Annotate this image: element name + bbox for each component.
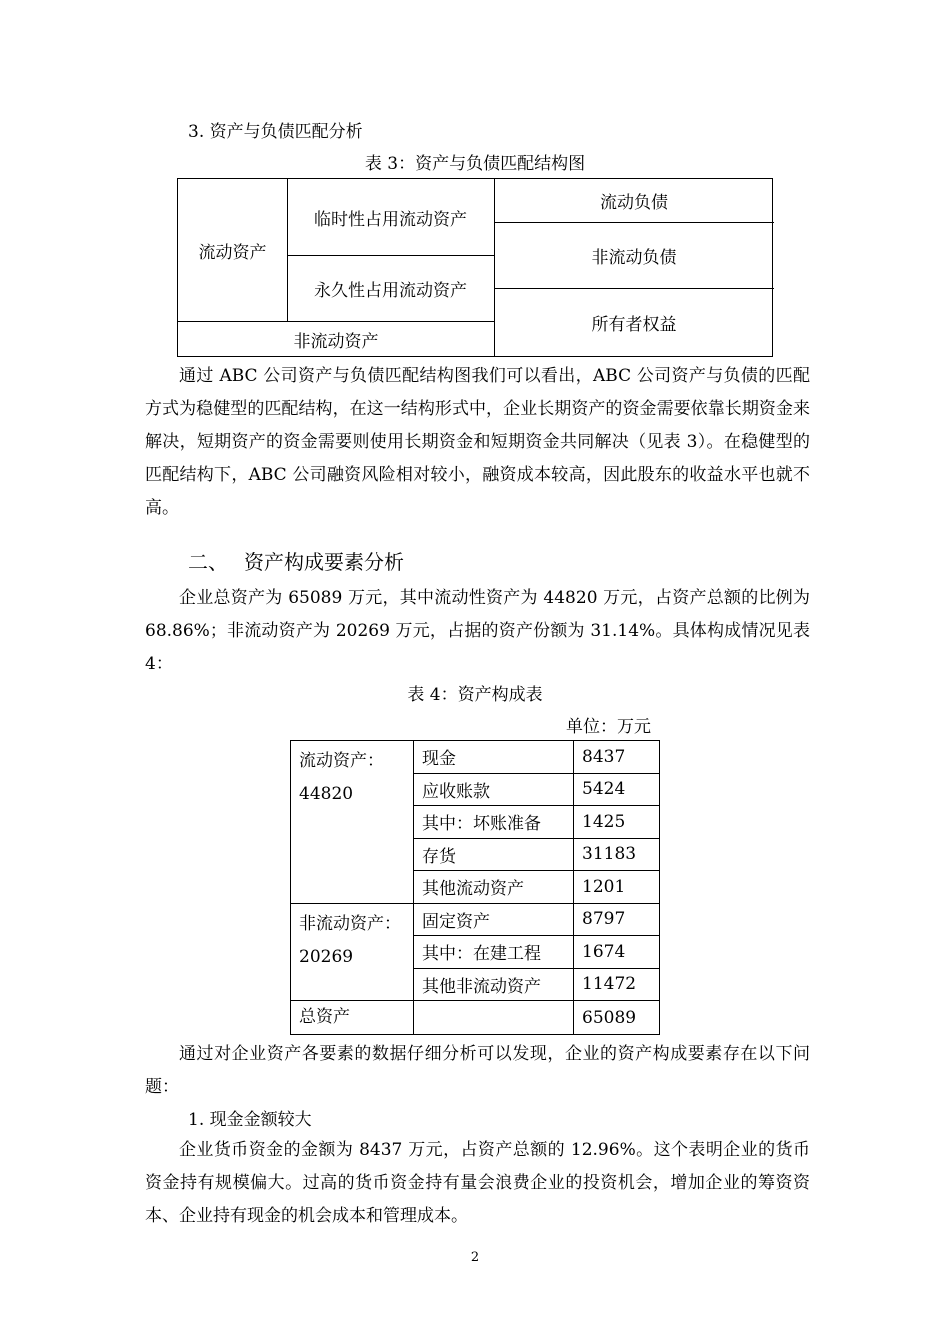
group-current-assets	[291, 741, 414, 904]
total-empty	[414, 1001, 574, 1035]
item-value: 8797	[574, 903, 660, 936]
item-name: 其中：坏账准备	[414, 806, 574, 839]
item-name: 存货	[414, 838, 574, 871]
cell-liquid-assets: 流动资产	[198, 242, 267, 263]
item-name: 其他非流动资产	[414, 968, 574, 1001]
item-value: 1674	[574, 936, 660, 969]
total-label: 总资产	[291, 1001, 414, 1035]
paragraph-asset-composition: 企业总资产为 65089 万元，其中流动性资产为 44820 万元，占资产总额的比例为 68.86%；非流动资产为 20269 万元，占据的资产份额为 31.14%。具体构成情况见表 4：	[145, 588, 810, 674]
group-total: 44820	[299, 784, 354, 804]
group-total: 20269	[299, 946, 354, 967]
total-value: 65089	[574, 1001, 660, 1035]
item-name: 应收账款	[414, 773, 574, 806]
table4-unit: 单位：万元	[566, 717, 651, 737]
cell-non-current-liabilities: 非流动负债	[591, 247, 677, 268]
paragraph-cash-amount: 企业货币资金的金额为 8437 万元，占资产总额的 12.96%。这个表明企业的货币资金持有规模偏大。过高的货币资金持有量会浪费企业的投资机会，增加企业的筹资资本、企业持有现金的机会成本和管理成本。	[145, 1140, 810, 1226]
item-name: 其他流动资产	[414, 871, 574, 904]
section2-heading	[188, 548, 404, 576]
table3-matching-structure	[177, 178, 773, 357]
cell-owners-equity: 所有者权益	[591, 315, 677, 335]
item-name: 其中：在建工程	[414, 936, 574, 969]
group-label: 非流动资产：	[299, 913, 401, 934]
cell-current-liabilities: 流动负债	[600, 193, 668, 213]
page-number: 2	[470, 1250, 480, 1265]
table4-caption: 表 4：资产构成表	[407, 685, 543, 705]
group-non-current-assets	[291, 903, 414, 1001]
table-row	[291, 741, 660, 774]
item-value: 1201	[574, 871, 660, 904]
item-name: 现金	[414, 741, 574, 774]
table3-caption: 表 3：资产与负债匹配结构图	[364, 154, 586, 174]
item-value: 5424	[574, 773, 660, 806]
item-value: 11472	[574, 968, 660, 1001]
item-value: 31183	[574, 838, 660, 871]
cell-permanent-current-assets: 永久性占用流动资产	[314, 280, 467, 301]
cell-non-current-assets: 非流动资产	[293, 331, 379, 352]
item-name: 固定资产	[414, 903, 574, 936]
section3-heading: 3. 资产与负债匹配分析	[188, 122, 363, 142]
table-row	[291, 903, 660, 936]
table-row-total	[291, 1001, 660, 1035]
section2-title: 资产构成要素分析	[244, 550, 404, 574]
item1-heading: 1. 现金金额较大	[188, 1110, 312, 1130]
cell-temporary-current-assets: 临时性占用流动资产	[314, 209, 467, 230]
item-value: 1425	[574, 806, 660, 839]
paragraph-problems-intro: 通过对企业资产各要素的数据仔细分析可以发现，企业的资产构成要素存在以下问题：	[145, 1044, 810, 1097]
table4-asset-composition	[290, 740, 660, 1035]
item-value: 8437	[574, 741, 660, 774]
group-label: 流动资产：	[299, 751, 384, 771]
paragraph-matching-analysis: 通过 ABC 公司资产与负债匹配结构图我们可以看出，ABC 公司资产与负债的匹配方式为稳健型的匹配结构，在这一结构形式中，企业长期资产的资金需要依靠长期资金来解决，短期资产的资金需要则使用长期资金和短期资金共同解决（见表 3）。在稳健型的匹配结构下，ABC 公司融资风险相对较小，融资成本较高，因此股东的收益水平也就不高。	[145, 366, 810, 518]
section2-number: 二、	[188, 550, 228, 574]
